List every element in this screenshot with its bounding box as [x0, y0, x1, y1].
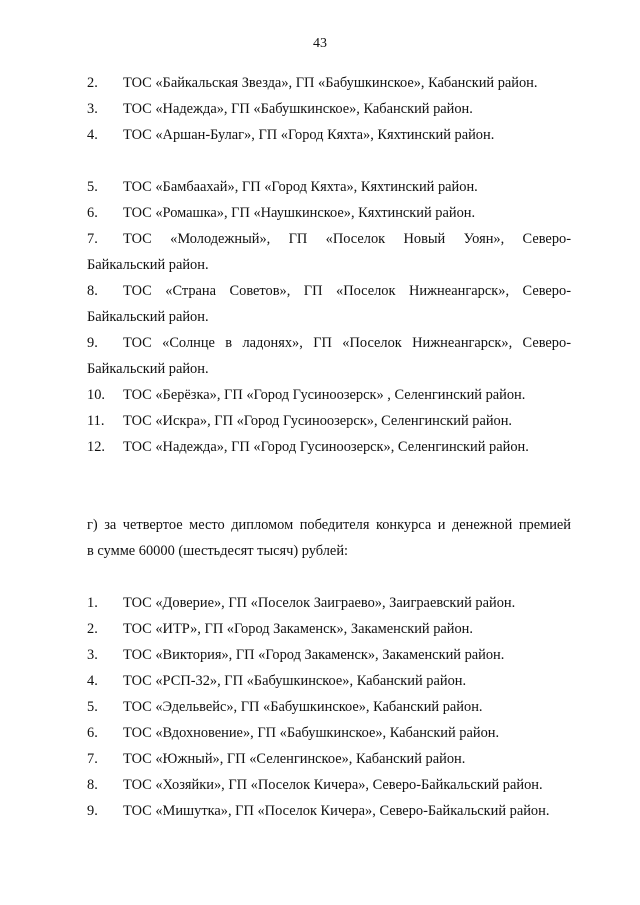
- paragraph-line1: г) за четвертое место дипломом победителя конкурса и денежной премией: [87, 517, 571, 533]
- item-number: 7.: [87, 751, 98, 767]
- list-item-wrapped: [87, 330, 571, 382]
- item-text: ТОС «Байкальская Звезда», ГП «Бабушкинское», Кабанский район.: [123, 75, 538, 91]
- item-number: 6.: [87, 205, 98, 221]
- item-text-line1: ТОС «Молодежный», ГП «Поселок Новый Уоян», Северо-: [123, 231, 571, 247]
- item-number: 1.: [87, 595, 98, 611]
- item-number: 11.: [87, 413, 105, 429]
- list-group-2: [87, 174, 571, 460]
- list-group-3: [87, 590, 571, 824]
- section-paragraph: [87, 512, 571, 564]
- item-number: 7.: [87, 231, 98, 247]
- item-text: ТОС «Ромашка», ГП «Наушкинское», Кяхтинский район.: [123, 205, 476, 221]
- item-text: ТОС «РСП-32», ГП «Бабушкинское», Кабанский район.: [123, 673, 467, 689]
- item-text-line2: Байкальский район.: [87, 309, 209, 325]
- item-number: 4.: [87, 673, 98, 689]
- page-number: 43: [313, 36, 327, 51]
- item-text: ТОС «ИТР», ГП «Город Закаменск», Закаменский район.: [123, 621, 473, 637]
- item-number: 9.: [87, 803, 98, 819]
- list-item: [87, 668, 571, 694]
- item-text-line2: Байкальский район.: [87, 257, 209, 273]
- list-item-wrapped: [87, 278, 571, 330]
- list-item: [87, 96, 571, 122]
- item-number: 8.: [87, 777, 98, 793]
- item-text-line1: ТОС «Солнце в ладонях», ГП «Поселок Нижнеангарск», Северо-: [123, 335, 571, 351]
- item-number: 5.: [87, 699, 98, 715]
- item-text: ТОС «Вдохновение», ГП «Бабушкинское», Кабанский район.: [123, 725, 500, 741]
- item-number: 12.: [87, 439, 105, 455]
- item-text: ТОС «Надежда», ГП «Город Гусиноозерск», Селенгинский район.: [123, 439, 529, 455]
- item-text: ТОС «Хозяйки», ГП «Поселок Кичера», Северо-Байкальский район.: [123, 777, 543, 793]
- item-text: ТОС «Виктория», ГП «Город Закаменск», Закаменский район.: [123, 647, 505, 663]
- item-text-line1: ТОС «Страна Советов», ГП «Поселок Нижнеангарск», Северо-: [123, 283, 571, 299]
- item-number: 3.: [87, 101, 98, 117]
- item-text: ТОС «Искра», ГП «Город Гусиноозерск», Селенгинский район.: [123, 413, 513, 429]
- item-text: ТОС «Берёзка», ГП «Город Гусиноозерск» , Селенгинский район.: [123, 387, 526, 403]
- list-item: [87, 694, 571, 720]
- item-number: 10.: [87, 387, 105, 403]
- list-item: [87, 616, 571, 642]
- list-item: [87, 590, 571, 616]
- item-text-line2: Байкальский район.: [87, 361, 209, 377]
- list-item: [87, 642, 571, 668]
- item-number: 5.: [87, 179, 98, 195]
- list-item: [87, 408, 571, 434]
- list-item: [87, 70, 571, 96]
- paragraph-line2: в сумме 60000 (шестьдесят тысяч) рублей:: [87, 543, 349, 559]
- list-item: [87, 434, 571, 460]
- list-item: [87, 798, 571, 824]
- item-text: ТОС «Надежда», ГП «Бабушкинское», Кабанский район.: [123, 101, 473, 117]
- item-text: ТОС «Эдельвейс», ГП «Бабушкинское», Кабанский район.: [123, 699, 483, 715]
- item-text: ТОС «Мишутка», ГП «Поселок Кичера», Северо-Байкальский район.: [123, 803, 550, 819]
- item-text: ТОС «Южный», ГП «Селенгинское», Кабанский район.: [123, 751, 466, 767]
- item-number: 8.: [87, 283, 98, 299]
- item-number: 3.: [87, 647, 98, 663]
- item-text: ТОС «Бамбаахай», ГП «Город Кяхта», Кяхтинский район.: [123, 179, 478, 195]
- list-item: [87, 720, 571, 746]
- list-item: [87, 746, 571, 772]
- list-item: [87, 382, 571, 408]
- list-item: [87, 200, 571, 226]
- list-item-wrapped: [87, 226, 571, 278]
- item-text: ТОС «Аршан-Булаг», ГП «Город Кяхта», Кяхтинский район.: [123, 127, 495, 143]
- item-text: ТОС «Доверие», ГП «Поселок Заиграево», Заиграевский район.: [123, 595, 516, 611]
- item-number: 6.: [87, 725, 98, 741]
- item-number: 2.: [87, 621, 98, 637]
- list-item: [87, 772, 571, 798]
- list-item: [87, 174, 571, 200]
- item-number: 9.: [87, 335, 98, 351]
- item-number: 4.: [87, 127, 98, 143]
- list-item: [87, 122, 571, 148]
- item-number: 2.: [87, 75, 98, 91]
- list-group-1: [87, 70, 571, 148]
